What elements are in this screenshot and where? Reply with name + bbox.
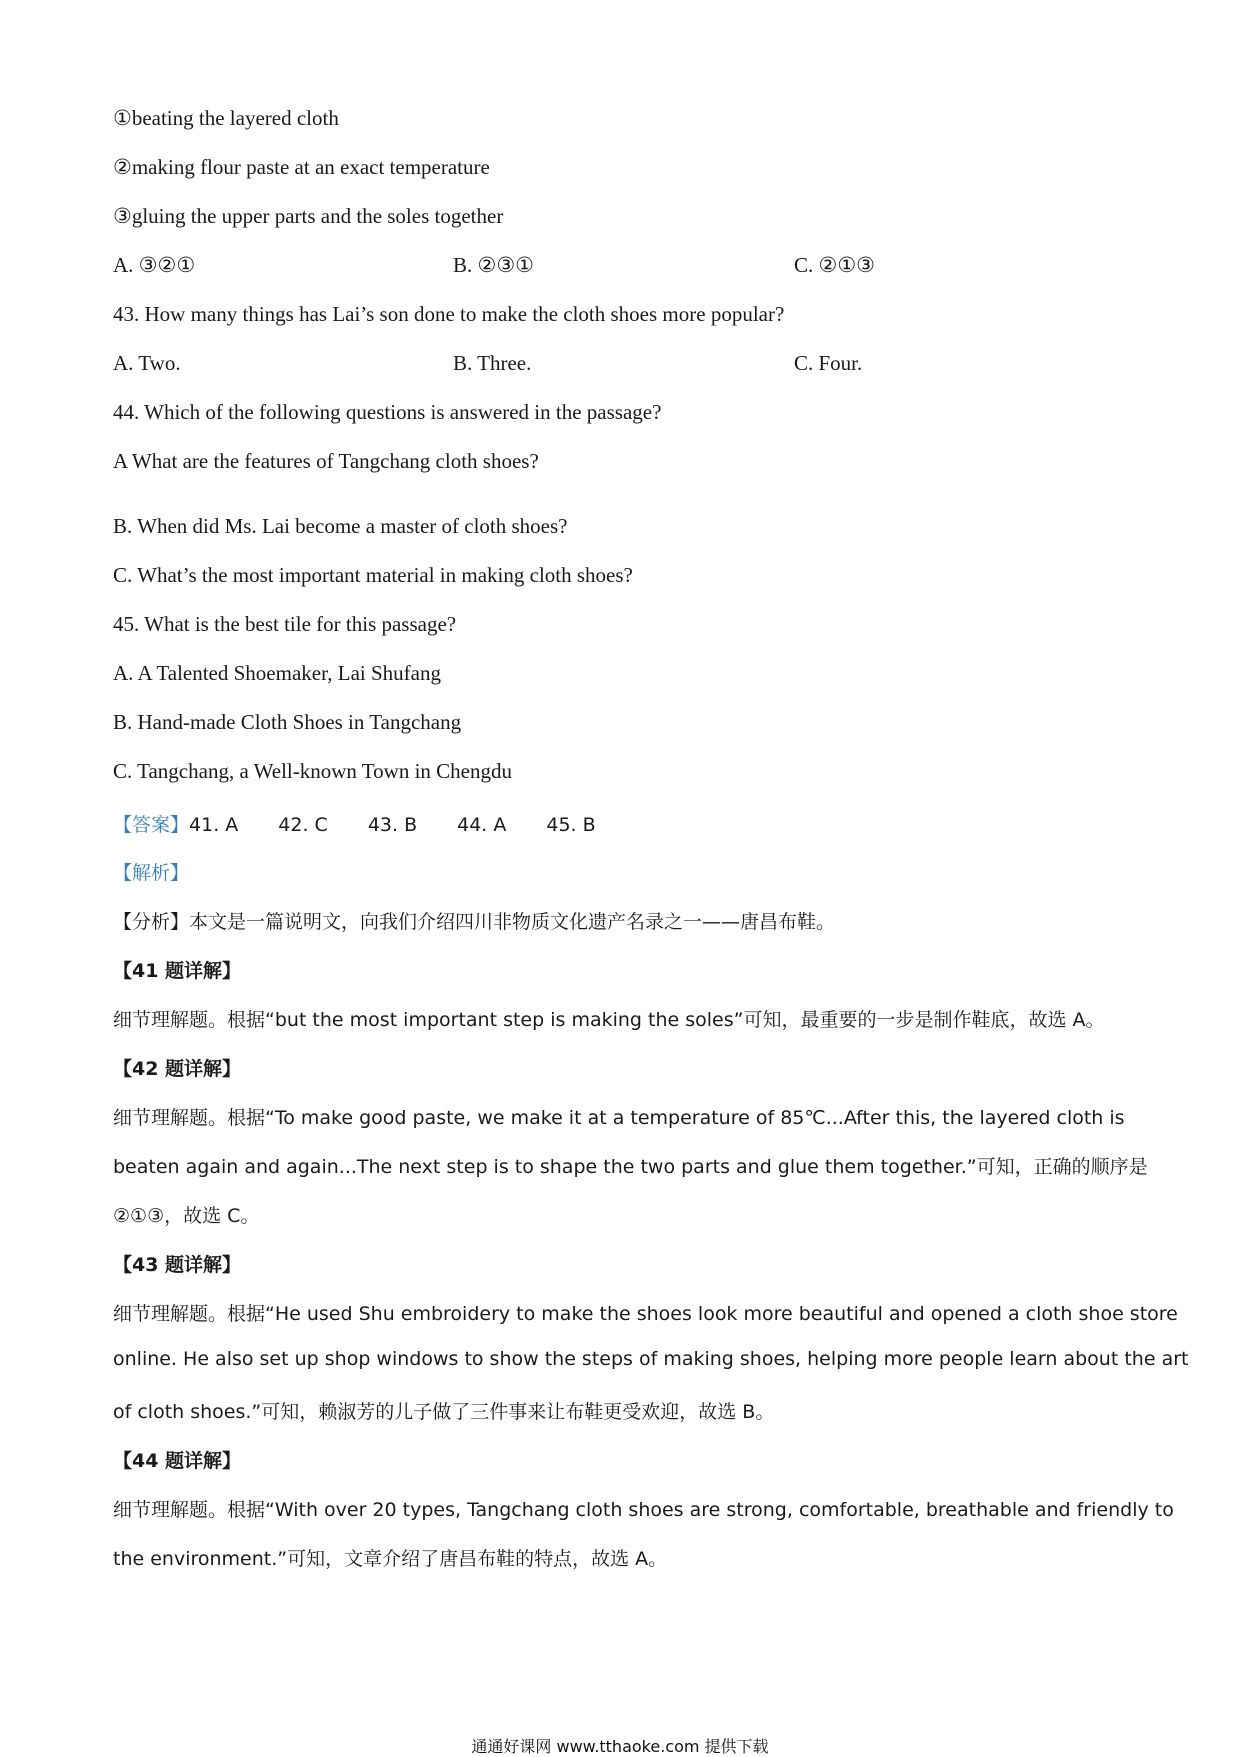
q45-option-b: B. Hand-made Cloth Shoes in Tangchang [113, 710, 462, 734]
question-45: 45. What is the best tile for this passage? [113, 612, 457, 636]
step-line: ①beating the layered cloth [113, 106, 339, 130]
answer-item: 44. A [457, 814, 507, 836]
detail-text-42: 细节理解题。根据“To make good paste, we make it at a temperature of 85℃...After this, the layered cloth is [113, 1107, 1125, 1129]
answer-item: 42. C [278, 814, 328, 836]
detail-heading-44: 【44 题详解】 [113, 1450, 242, 1472]
q42-option-b: B. ②③① [453, 253, 534, 277]
detail-text-44: 细节理解题。根据“With over 20 types, Tangchang cloth shoes are strong, comfortable, breathable and friendly to [113, 1499, 1174, 1521]
q42-option-a: A. ③②① [113, 253, 196, 277]
q43-option-a: A. Two. [113, 351, 181, 375]
detail-text-43: online. He also set up shop windows to show the steps of making shoes, helping more people learn about the art [113, 1348, 1189, 1370]
detail-heading-43: 【43 题详解】 [113, 1254, 242, 1276]
answer-item: 43. B [367, 814, 418, 836]
summary: 【分析】本文是一篇说明文，向我们介绍四川非物质文化遗产名录之一——唐昌布鞋。 [113, 911, 836, 933]
q43-option-c: C. Four. [794, 351, 863, 375]
analysis-label: 【解析】 [113, 862, 190, 884]
question-44: 44. Which of the following questions is answered in the passage? [113, 400, 662, 424]
answer-label: 【答案】 [113, 814, 190, 836]
step-line: ③gluing the upper parts and the soles together [113, 204, 504, 228]
q42-option-c: C. ②①③ [794, 253, 875, 277]
answer-item: 41. A [189, 814, 239, 836]
answer-line [113, 810, 596, 837]
q45-option-a: A. A Talented Shoemaker, Lai Shufang [113, 661, 441, 685]
q43-option-b: B. Three. [453, 351, 532, 375]
detail-heading-41: 【41 题详解】 [113, 960, 242, 982]
q45-option-c: C. Tangchang, a Well-known Town in Chengdu [113, 759, 512, 783]
detail-heading-42: 【42 题详解】 [113, 1058, 242, 1080]
detail-text-43: 细节理解题。根据“He used Shu embroidery to make the shoes look more beautiful and opened a cloth shoe store [113, 1303, 1178, 1325]
q44-option-a: A What are the features of Tangchang cloth shoes? [113, 449, 539, 473]
q44-option-c: C. What’s the most important material in making cloth shoes? [113, 563, 633, 587]
detail-text-44: the environment.”可知，文章介绍了唐昌布鞋的特点，故选 A。 [113, 1548, 668, 1570]
answer-item: 45. B [546, 814, 596, 836]
step-line: ②making flour paste at an exact temperature [113, 155, 490, 179]
detail-text-41: 细节理解题。根据“but the most important step is making the soles”可知，最重要的一步是制作鞋底，故选 A。 [113, 1009, 1105, 1031]
footer-watermark: 通通好课网 www.tthaoke.com 提供下载 [471, 1737, 769, 1756]
detail-text-42: beaten again and again...The next step is to shape the two parts and glue them together.”可知，正确的顺序是 [113, 1156, 1148, 1178]
q44-option-b: B. When did Ms. Lai become a master of cloth shoes? [113, 514, 568, 538]
detail-text-43: of cloth shoes.”可知，赖淑芳的儿子做了三件事来让布鞋更受欢迎，故选 B。 [113, 1401, 775, 1423]
question-43: 43. How many things has Lai’s son done to make the cloth shoes more popular? [113, 302, 785, 326]
detail-text-42: ②①③，故选 C。 [113, 1205, 260, 1227]
